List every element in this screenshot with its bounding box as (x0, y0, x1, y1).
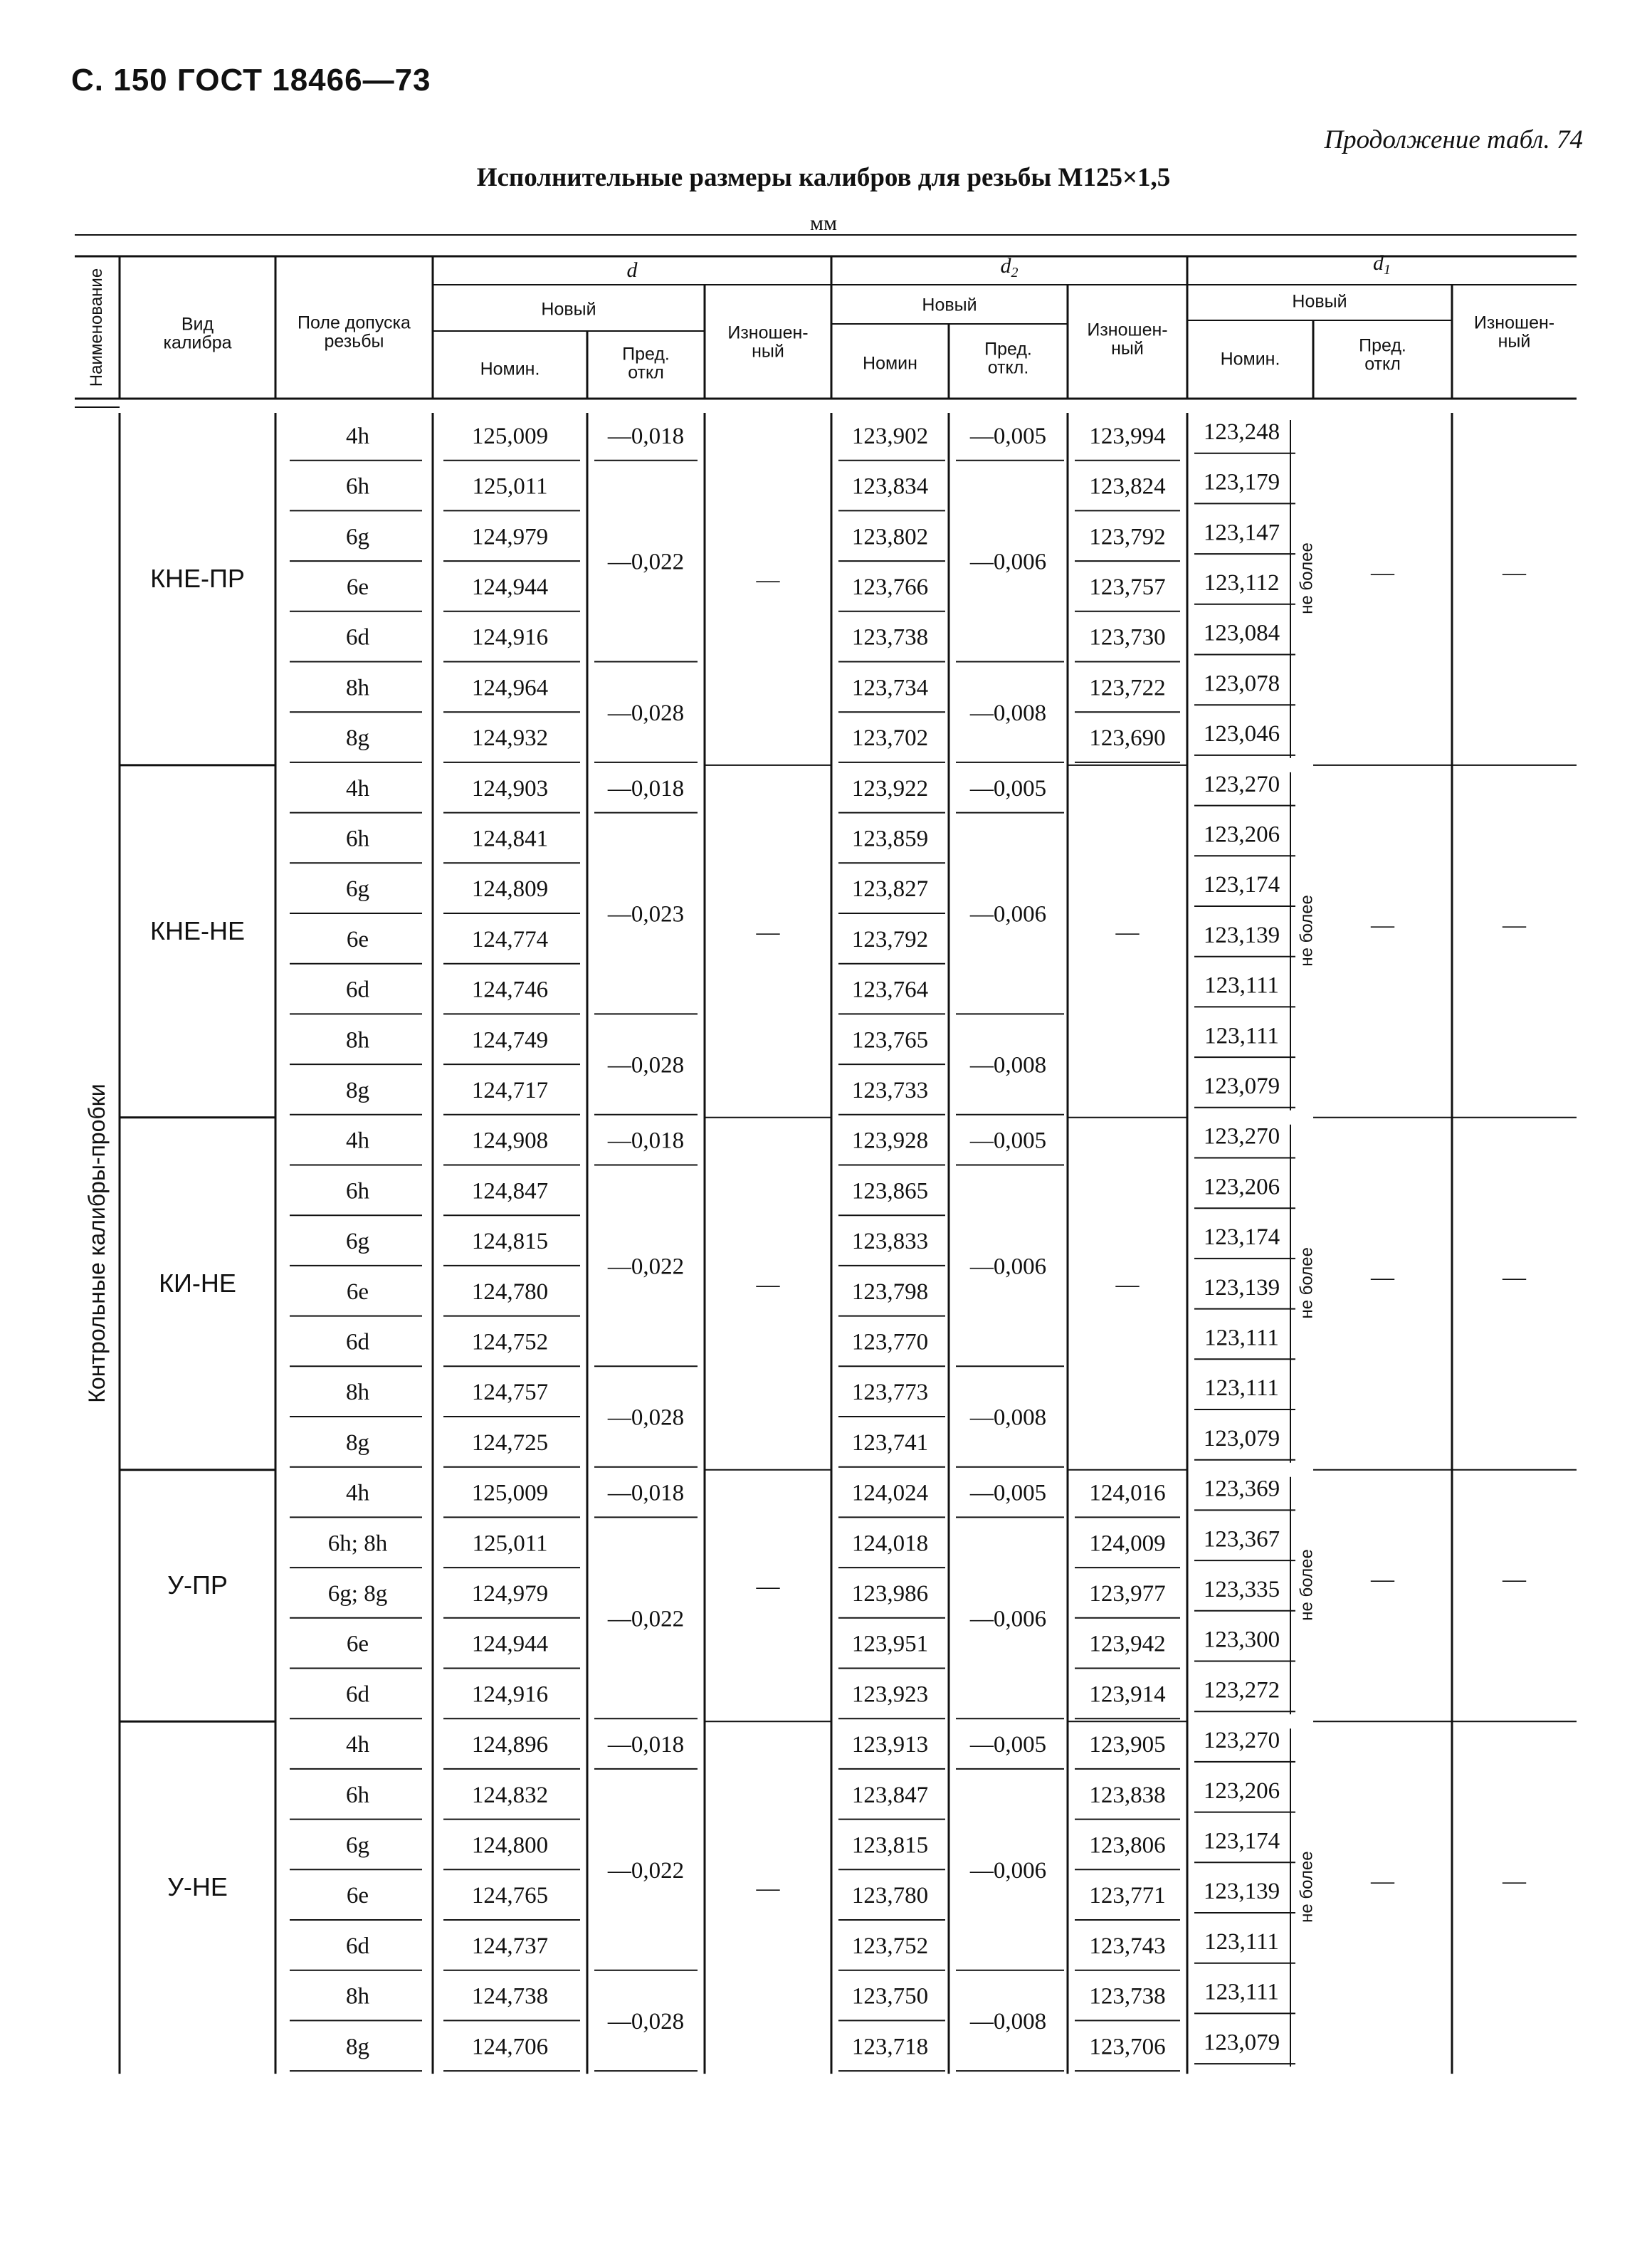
d2-worn-dash: — (1115, 1271, 1140, 1298)
d-deviation-cell: —0,022 (607, 549, 685, 575)
d-deviation-cell: —0,028 (607, 2008, 685, 2035)
d-nominal-cell: 124,809 (471, 876, 549, 903)
d2-nominal-cell: 123,802 (851, 524, 929, 550)
d1-worn-dash: — (1503, 912, 1526, 938)
field-cell: 6d (346, 624, 369, 651)
d2-nominal-cell: 123,815 (851, 1832, 929, 1859)
field-cell: 6e (346, 1279, 369, 1305)
d1-nominal-cell: 123,206 (1203, 1174, 1280, 1200)
d2-deviation-cell: —0,005 (969, 423, 1047, 449)
group-name-1: КНЕ-НЕ (150, 915, 245, 945)
d-nominal-cell: 124,896 (471, 1732, 549, 1758)
d1-nominal-cell: 123,369 (1203, 1476, 1280, 1502)
col-header-nomin-d2: Номин (863, 353, 917, 374)
d1-nominal-cell: 123,179 (1203, 469, 1280, 495)
d1-nominal-cell: 123,270 (1203, 1728, 1280, 1754)
d-deviation-cell: —0,018 (607, 423, 685, 449)
group-name-0: КНЕ-ПР (150, 563, 245, 593)
d2-worn-dash: — (1115, 919, 1140, 945)
d2-worn-cell: 123,738 (1089, 1983, 1166, 2010)
d1-nominal-cell: 123,139 (1203, 1274, 1280, 1301)
d-nominal-cell: 124,717 (471, 1078, 549, 1104)
d1-deviation-dash: — (1371, 560, 1394, 587)
d2-nominal-cell: 124,024 (851, 1480, 929, 1506)
d-nominal-cell: 124,757 (471, 1380, 549, 1406)
d2-nominal-cell: 123,752 (851, 1933, 929, 1959)
d2-nominal-cell: 123,773 (851, 1380, 929, 1406)
d-deviation-cell: —0,018 (607, 1128, 685, 1154)
d2-nominal-cell: 123,738 (851, 624, 929, 651)
col-header-naimenovanie: Наименование (86, 268, 106, 387)
d2-deviation-cell: —0,005 (969, 775, 1047, 802)
d1-deviation-dash: — (1371, 1869, 1394, 1895)
d-deviation-cell: —0,022 (607, 1254, 685, 1280)
field-cell: 6d (346, 977, 369, 1003)
d2-nominal-cell: 123,827 (851, 876, 929, 903)
d2-nominal-cell: 123,847 (851, 1782, 929, 1808)
d-deviation-cell: —0,018 (607, 1732, 685, 1758)
field-cell: 8h (346, 675, 369, 701)
d2-nominal-cell: 123,928 (851, 1128, 929, 1154)
d2-worn-cell: 123,792 (1089, 524, 1166, 550)
d-nominal-cell: 124,737 (471, 1933, 549, 1959)
col-header-new-d2: Новый (922, 295, 977, 315)
d2-nominal-cell: 123,764 (851, 977, 929, 1003)
d-nominal-cell: 124,964 (471, 675, 549, 701)
field-cell: 6h (346, 1178, 369, 1204)
d-nominal-cell: 124,752 (471, 1329, 549, 1355)
d-nominal-cell: 124,725 (471, 1429, 549, 1456)
d-deviation-cell: —0,023 (607, 901, 685, 928)
d1-nominal-cell: 123,206 (1203, 1778, 1280, 1804)
d2-nominal-cell: 123,865 (851, 1178, 929, 1204)
d1-nominal-cell: 123,084 (1203, 620, 1280, 646)
d-nominal-cell: 124,916 (471, 1681, 549, 1708)
d-nominal-cell: 124,944 (471, 1631, 549, 1657)
d-nominal-cell: 124,815 (471, 1229, 549, 1255)
col-header-iznosh-d-line-0: Изношен- (727, 322, 809, 343)
d-nominal-cell: 124,832 (471, 1782, 549, 1808)
d2-worn-cell: 123,806 (1089, 1832, 1166, 1859)
d2-worn-cell: 124,009 (1089, 1531, 1166, 1557)
d1-ne-bolee-label: не более (1297, 895, 1317, 967)
d1-nominal-cell: 123,112 (1204, 570, 1280, 597)
d-nominal-cell: 124,979 (471, 1581, 549, 1607)
d2-worn-cell: 123,722 (1089, 675, 1166, 701)
d-worn-dash: — (756, 567, 780, 594)
d-nominal-cell: 125,011 (472, 473, 548, 500)
d1-nominal-cell: 123,079 (1203, 2030, 1280, 2056)
col-header-d: d (626, 258, 638, 282)
d2-nominal-cell: 123,859 (851, 826, 929, 852)
d-nominal-cell: 124,738 (471, 1983, 549, 2010)
d2-worn-cell: 123,914 (1089, 1681, 1166, 1708)
d-deviation-cell: —0,028 (607, 1052, 685, 1078)
col-header-pred-d1-line-0: Пред. (1359, 335, 1406, 356)
col-header-nomin-d: Номин. (480, 359, 540, 379)
d-nominal-cell: 124,944 (471, 574, 549, 601)
field-cell: 8h (346, 1380, 369, 1406)
d2-deviation-cell: —0,008 (969, 2008, 1047, 2035)
col-header-iznosh-d2-line-0: Изношен- (1087, 320, 1168, 340)
d2-worn-cell: 123,905 (1089, 1732, 1166, 1758)
field-cell: 8g (346, 2034, 369, 2060)
d1-deviation-dash: — (1371, 1264, 1394, 1291)
d1-worn-dash: — (1503, 560, 1526, 587)
d-nominal-cell: 124,932 (471, 725, 549, 752)
d2-nominal-cell: 123,702 (851, 725, 929, 752)
d1-nominal-cell: 123,111 (1204, 1928, 1279, 1955)
d2-nominal-cell: 123,951 (851, 1631, 929, 1657)
d2-deviation-cell: —0,006 (969, 1857, 1047, 1884)
d2-nominal-cell: 123,765 (851, 1027, 929, 1054)
field-cell: 6d (346, 1681, 369, 1708)
col-header-pred-d-line-0: Пред. (622, 344, 670, 364)
field-cell: 6g; 8g (327, 1581, 388, 1607)
d2-worn-cell: 124,016 (1089, 1480, 1166, 1506)
d1-nominal-cell: 123,079 (1203, 1073, 1280, 1100)
group-name-4: У-НЕ (167, 1872, 228, 1902)
d-nominal-cell: 125,009 (471, 423, 549, 449)
d-deviation-cell: —0,018 (607, 1480, 685, 1506)
d1-nominal-cell: 123,079 (1203, 1425, 1280, 1451)
d1-nominal-cell: 123,111 (1204, 972, 1279, 999)
d1-nominal-cell: 123,078 (1203, 671, 1280, 697)
d-nominal-cell: 124,780 (471, 1279, 549, 1305)
d1-deviation-dash: — (1371, 1567, 1394, 1593)
d-nominal-cell: 124,765 (471, 1883, 549, 1909)
field-cell: 8g (346, 725, 369, 752)
d1-nominal-cell: 123,270 (1203, 1123, 1280, 1150)
d1-nominal-cell: 123,367 (1203, 1526, 1280, 1553)
col-header-pole-line-1: резьбы (324, 331, 384, 352)
d2-nominal-cell: 123,923 (851, 1681, 929, 1708)
d-deviation-cell: —0,028 (607, 1405, 685, 1431)
d1-nominal-cell: 123,111 (1204, 1979, 1279, 2005)
d2-nominal-cell: 123,766 (851, 574, 929, 601)
d1-nominal-cell: 123,111 (1204, 1023, 1279, 1049)
d2-deviation-cell: —0,005 (969, 1480, 1047, 1506)
d2-deviation-cell: —0,006 (969, 1606, 1047, 1632)
field-cell: 6g (346, 1229, 369, 1255)
d1-nominal-cell: 123,270 (1203, 771, 1280, 797)
d-nominal-cell: 124,841 (471, 826, 549, 852)
field-cell: 6e (346, 1631, 369, 1657)
d2-nominal-cell: 123,780 (851, 1883, 929, 1909)
field-cell: 6d (346, 1329, 369, 1355)
d2-nominal-cell: 123,902 (851, 423, 929, 449)
d2-deviation-cell: —0,005 (969, 1128, 1047, 1154)
col-header-d1: $d_1$ (1373, 251, 1391, 278)
d2-deviation-cell: —0,006 (969, 1254, 1047, 1280)
d-worn-dash: — (756, 1876, 780, 1902)
d-deviation-cell: —0,018 (607, 775, 685, 802)
d2-nominal-cell: 123,741 (851, 1429, 929, 1456)
col-header-pred-d-line-1: откл (628, 362, 664, 383)
field-cell: 6e (346, 1883, 369, 1909)
d-nominal-cell: 125,009 (471, 1480, 549, 1506)
d-nominal-cell: 124,979 (471, 524, 549, 550)
table-title: Исполнительные размеры калибров для резьбы M125×1,5 (476, 163, 1171, 192)
col-header-pred-d2-line-1: откл. (987, 357, 1029, 378)
d1-worn-dash: — (1503, 1869, 1526, 1895)
group-name-2: КИ-НЕ (159, 1268, 236, 1298)
field-cell: 6h (346, 1782, 369, 1808)
field-cell: 6e (346, 574, 369, 601)
field-cell: 8h (346, 1027, 369, 1054)
d2-nominal-cell: 123,718 (851, 2034, 929, 2060)
field-cell: 4h (346, 1480, 369, 1506)
d2-worn-cell: 123,942 (1089, 1631, 1166, 1657)
d-worn-dash: — (756, 919, 780, 945)
field-cell: 6h; 8h (327, 1531, 388, 1557)
d2-worn-cell: 123,977 (1089, 1581, 1166, 1607)
d1-nominal-cell: 123,206 (1203, 821, 1280, 848)
d2-nominal-cell: 123,834 (851, 473, 929, 500)
continuation-note: Продолжение табл. 74 (1324, 125, 1583, 154)
col-header-iznosh-d2-line-1: ный (1111, 338, 1144, 359)
field-cell: 6g (346, 1832, 369, 1859)
d1-nominal-cell: 123,335 (1203, 1577, 1280, 1603)
d1-worn-dash: — (1503, 1264, 1526, 1291)
d-nominal-cell: 124,706 (471, 2034, 549, 2060)
field-cell: 4h (346, 1732, 369, 1758)
d2-worn-cell: 123,771 (1089, 1883, 1166, 1909)
d2-deviation-cell: —0,006 (969, 901, 1047, 928)
d1-nominal-cell: 123,174 (1203, 1828, 1280, 1854)
d2-nominal-cell: 124,018 (851, 1531, 929, 1557)
page-header: С. 150 ГОСТ 18466—73 (71, 63, 431, 98)
d1-nominal-cell: 123,174 (1203, 872, 1280, 898)
d1-nominal-cell: 123,111 (1204, 1375, 1279, 1402)
d2-deviation-cell: —0,008 (969, 700, 1047, 726)
d2-nominal-cell: 123,750 (851, 1983, 929, 2010)
d2-worn-cell: 123,994 (1089, 423, 1166, 449)
d1-deviation-dash: — (1371, 912, 1394, 938)
d-nominal-cell: 124,916 (471, 624, 549, 651)
field-cell: 6e (346, 926, 369, 952)
col-header-d2: $d_2$ (1000, 253, 1019, 280)
d2-nominal-cell: 123,833 (851, 1229, 929, 1255)
d-nominal-cell: 125,011 (472, 1531, 548, 1557)
d-nominal-cell: 124,746 (471, 977, 549, 1003)
d-nominal-cell: 124,749 (471, 1027, 549, 1054)
d2-worn-cell: 123,743 (1089, 1933, 1166, 1959)
d1-nominal-cell: 123,139 (1203, 1879, 1280, 1905)
d1-nominal-cell: 123,248 (1203, 419, 1280, 445)
d2-worn-cell: 123,690 (1089, 725, 1166, 752)
field-cell: 8h (346, 1983, 369, 2010)
col-header-new-d: Новый (541, 299, 596, 320)
d2-nominal-cell: 123,770 (851, 1329, 929, 1355)
field-cell: 6h (346, 473, 369, 500)
col-header-iznosh-d1-line-1: ный (1498, 331, 1531, 352)
d2-nominal-cell: 123,798 (851, 1279, 929, 1305)
field-cell: 8g (346, 1078, 369, 1104)
field-cell: 6d (346, 1933, 369, 1959)
d1-nominal-cell: 123,111 (1204, 1325, 1279, 1351)
units-label: мм (810, 211, 837, 235)
d1-nominal-cell: 123,147 (1203, 520, 1280, 546)
col-header-vid-line-0: Вид (181, 314, 214, 335)
d1-nominal-cell: 123,046 (1203, 721, 1280, 747)
col-header-iznosh-d1-line-0: Изношен- (1473, 313, 1555, 333)
field-cell: 4h (346, 423, 369, 449)
field-cell: 8g (346, 1429, 369, 1456)
d1-ne-bolee-label: не более (1297, 1549, 1317, 1621)
col-header-iznosh-d-line-1: ный (752, 341, 784, 362)
d2-worn-cell: 123,824 (1089, 473, 1166, 500)
d-nominal-cell: 124,774 (471, 926, 549, 952)
col-header-pred-d2-line-0: Пред. (984, 339, 1032, 359)
d2-worn-cell: 123,757 (1089, 574, 1166, 601)
field-cell: 6g (346, 876, 369, 903)
d1-nominal-cell: 123,139 (1203, 922, 1280, 948)
d1-nominal-cell: 123,300 (1203, 1627, 1280, 1653)
group-name-3: У-ПР (167, 1570, 228, 1600)
d2-worn-cell: 123,838 (1089, 1782, 1166, 1808)
d2-nominal-cell: 123,733 (851, 1078, 929, 1104)
col-header-new-d1: Новый (1292, 291, 1347, 312)
d1-ne-bolee-label: не более (1297, 542, 1317, 614)
d2-deviation-cell: —0,008 (969, 1405, 1047, 1431)
d2-worn-cell: 123,730 (1089, 624, 1166, 651)
d-deviation-cell: —0,022 (607, 1857, 685, 1884)
d-nominal-cell: 124,800 (471, 1832, 549, 1859)
d2-nominal-cell: 123,734 (851, 675, 929, 701)
field-cell: 6g (346, 524, 369, 550)
d2-nominal-cell: 123,792 (851, 926, 929, 952)
side-label: Контрольные калибры-пробки (83, 1083, 110, 1403)
d2-nominal-cell: 123,922 (851, 775, 929, 802)
d2-nominal-cell: 123,986 (851, 1581, 929, 1607)
d-deviation-cell: —0,028 (607, 700, 685, 726)
d-nominal-cell: 124,903 (471, 775, 549, 802)
d-nominal-cell: 124,908 (471, 1128, 549, 1154)
d1-ne-bolee-label: не более (1297, 1851, 1317, 1923)
field-cell: 4h (346, 775, 369, 802)
d-worn-dash: — (756, 1271, 780, 1298)
col-header-pred-d1-line-1: откл (1364, 354, 1401, 374)
d-worn-dash: — (756, 1574, 780, 1600)
col-header-nomin-d1: Номин. (1220, 349, 1280, 369)
d1-nominal-cell: 123,174 (1203, 1224, 1280, 1251)
d1-nominal-cell: 123,272 (1203, 1677, 1280, 1703)
d-deviation-cell: —0,022 (607, 1606, 685, 1632)
d1-worn-dash: — (1503, 1567, 1526, 1593)
d2-deviation-cell: —0,008 (969, 1052, 1047, 1078)
d1-ne-bolee-label: не более (1297, 1246, 1317, 1319)
d2-nominal-cell: 123,913 (851, 1732, 929, 1758)
d2-deviation-cell: —0,006 (969, 549, 1047, 575)
field-cell: 6h (346, 826, 369, 852)
field-cell: 4h (346, 1128, 369, 1154)
d-nominal-cell: 124,847 (471, 1178, 549, 1204)
col-header-vid-line-1: калибра (163, 332, 232, 353)
d2-worn-cell: 123,706 (1089, 2034, 1166, 2060)
d2-deviation-cell: —0,005 (969, 1732, 1047, 1758)
col-header-pole-line-0: Поле допуска (298, 313, 411, 333)
